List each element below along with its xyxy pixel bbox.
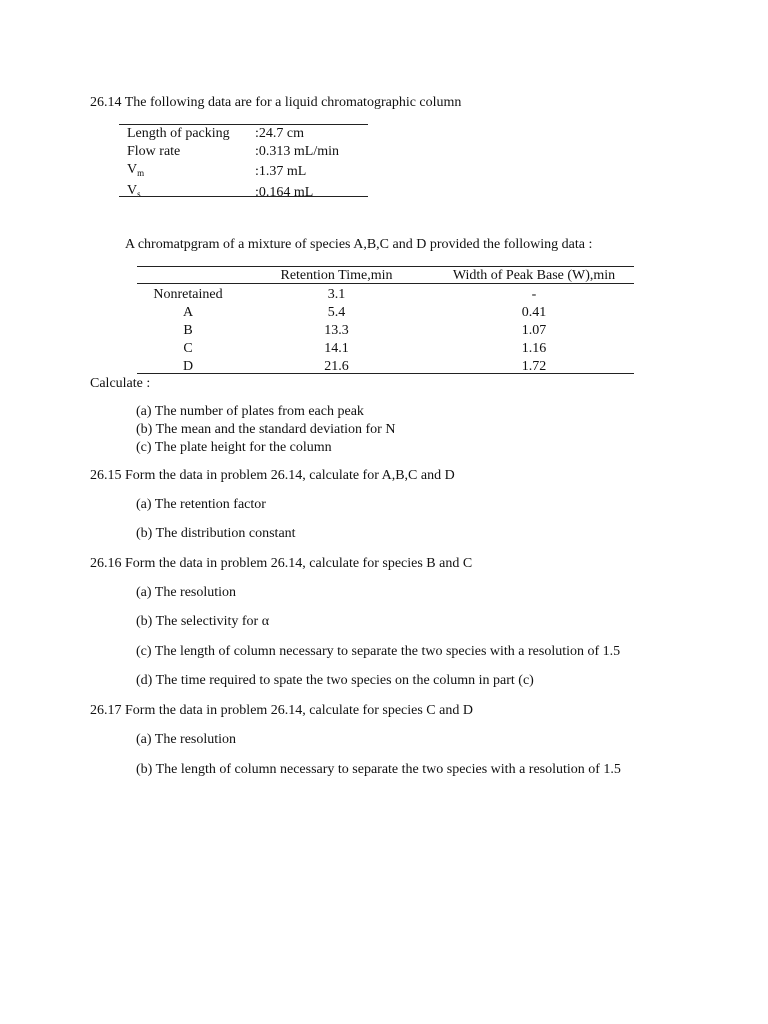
property-value: :0.313 mL/min — [255, 144, 339, 159]
property-label-subscript: s — [137, 189, 141, 199]
problem-26-15-item-b: (b) The distribution constant — [136, 526, 296, 541]
table-cell-peak-width: 1.72 — [521, 359, 547, 374]
table-cell-retention-time: 13.3 — [324, 323, 349, 338]
property-label — [123, 182, 251, 203]
calculate-label: Calculate : — [90, 376, 151, 391]
property-label-text: Length of packing — [127, 126, 230, 141]
problem-26-17-item-a: (a) The resolution — [136, 732, 237, 747]
table-row — [137, 340, 634, 358]
problem-26-16-item-b: (b) The selectivity for α — [136, 614, 270, 629]
problem-26-15-heading: 26.15 Form the data in problem 26.14, calculate for A,B,C and D — [90, 468, 455, 483]
problem-26-15-item-a: (a) The retention factor — [136, 497, 266, 512]
table-header-retention-time: Retention Time,min — [280, 268, 393, 283]
table-cell-peak-width: 1.07 — [521, 323, 547, 338]
property-value: :0.164 mL — [255, 184, 314, 200]
property-row — [123, 161, 343, 182]
property-label-text: V — [127, 162, 138, 177]
table-cell-peak-width: 0.41 — [521, 305, 547, 320]
problem-26-16-item-d: (d) The time required to spate the two species on the column in part (c) — [136, 673, 534, 688]
table-row — [137, 322, 634, 340]
property-label-subscript: m — [137, 168, 145, 178]
data-table-header-rule — [137, 283, 634, 284]
problem-26-17-heading: 26.17 Form the data in problem 26.14, calculate for species C and D — [90, 703, 473, 718]
property-row — [123, 143, 343, 161]
chromatogram-intro: A chromatpgram of a mixture of species A,B,C and D provided the following data : — [125, 237, 593, 252]
table-cell-species: Nonretained — [153, 287, 223, 302]
property-label-text: V — [127, 183, 138, 198]
properties-bottom-rule — [119, 196, 368, 197]
table-cell-retention-time: 3.1 — [327, 287, 346, 302]
problem-26-14-item-b: (b) The mean and the standard deviation for N — [136, 422, 396, 437]
table-cell-retention-time: 14.1 — [324, 341, 349, 356]
property-row — [123, 182, 343, 203]
table-cell-species: C — [183, 341, 193, 356]
table-cell-peak-width: 1.16 — [521, 341, 547, 356]
table-cell-retention-time: 5.4 — [327, 305, 346, 320]
table-row — [137, 286, 634, 304]
problem-26-14-item-a: (a) The number of plates from each peak — [136, 404, 364, 419]
table-row — [137, 304, 634, 322]
property-row — [123, 125, 343, 143]
property-value: :24.7 cm — [255, 126, 304, 141]
table-cell-peak-width: - — [531, 287, 537, 302]
table-cell-species: B — [183, 323, 193, 338]
table-cell-retention-time: 21.6 — [324, 359, 349, 374]
table-cell-species: D — [182, 359, 194, 374]
problem-26-14-item-c: (c) The plate height for the column — [136, 440, 332, 455]
table-cell-species: A — [182, 305, 194, 320]
data-table-bottom-rule — [137, 373, 634, 374]
property-value: :1.37 mL — [255, 163, 307, 179]
problem-26-16-heading: 26.16 Form the data in problem 26.14, calculate for species B and C — [90, 556, 473, 571]
property-label — [123, 125, 251, 143]
table-header-peak-width: Width of Peak Base (W),min — [452, 268, 616, 283]
property-label — [123, 143, 251, 161]
column-properties-table — [123, 125, 343, 203]
property-label — [123, 161, 251, 182]
property-label-text: Flow rate — [127, 144, 181, 159]
problem-26-16-item-c: (c) The length of column necessary to separate the two species with a resolution of 1.5 — [136, 644, 621, 659]
problem-26-16-item-a: (a) The resolution — [136, 585, 237, 600]
problem-26-17-item-b: (b) The length of column necessary to separate the two species with a resolution of 1.5 — [136, 762, 621, 777]
problem-26-14-intro: 26.14 The following data are for a liquid chromatographic column — [90, 95, 462, 110]
